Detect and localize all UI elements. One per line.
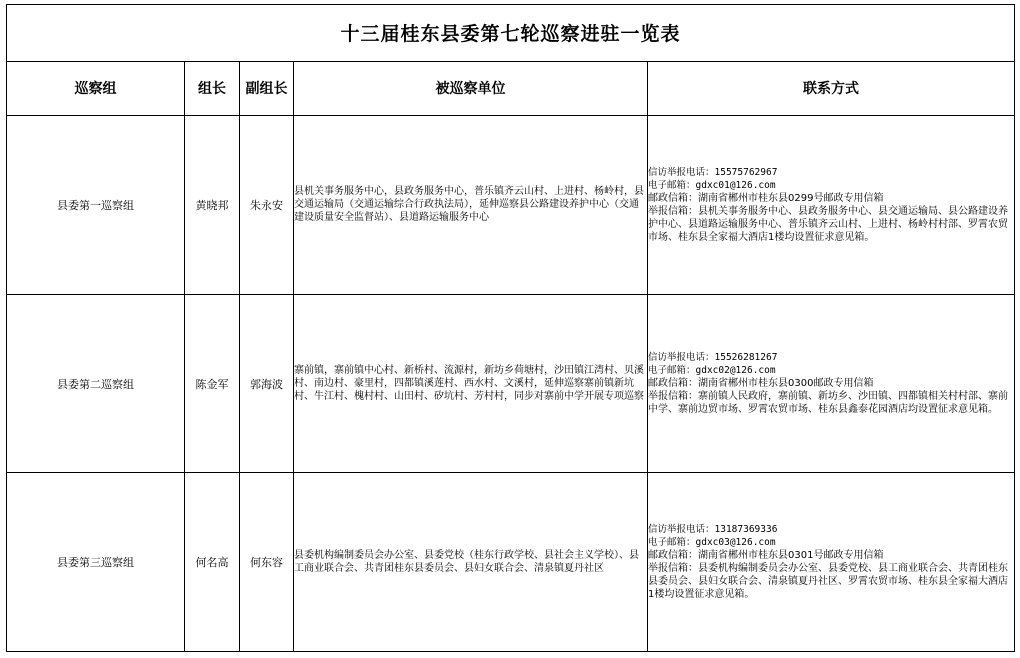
header-group: 巡察组 — [7, 61, 185, 116]
contact-box: 举报信箱：寨前镇人民政府，寨前镇、新坊乡、沙田镇、四都镇相关村村部、寨前中学、寨前边贸市场、罗霄农贸市场、桂东县鑫泰花园酒店均设置征求意见箱。 — [648, 391, 1008, 415]
table-title: 十三届桂东县委第七轮巡察进驻一览表 — [7, 5, 1015, 62]
contact-phone: 信访举报电话：13187369336 — [648, 524, 778, 536]
table-row — [7, 473, 1015, 652]
group-cell: 县委第二巡察组 — [7, 294, 185, 473]
contact-email: 电子邮箱：gdxc01@126.com — [648, 179, 776, 191]
contact-email: 电子邮箱：gdxc02@126.com — [648, 365, 776, 376]
deputy-cell: 郭海波 — [240, 294, 294, 473]
header-units: 被巡察单位 — [294, 61, 648, 116]
contact-phone: 信访举报电话：15575762967 — [648, 166, 778, 178]
units-cell: 县委机构编制委员会办公室、县委党校（桂东行政学校、县社会主义学校）、县工商业联合会、共青团桂东县委员会、县妇女联合会、清泉镇夏丹社区 — [294, 473, 648, 652]
header-contact: 联系方式 — [648, 61, 1015, 116]
group-cell: 县委第一巡察组 — [7, 116, 185, 295]
group-cell: 县委第三巡察组 — [7, 473, 185, 652]
contact-cell — [648, 294, 1015, 473]
contact-phone: 信访举报电话：15526281267 — [648, 352, 778, 363]
table-row — [7, 116, 1015, 295]
header-leader: 组长 — [185, 61, 240, 116]
leader-cell: 黄晓邦 — [185, 116, 240, 295]
title-row — [7, 5, 1015, 62]
units-cell: 县机关事务服务中心，县政务服务中心，普乐镇齐云山村、上进村、杨岭村，县交通运输局（交通运输综合行政执法局），延伸巡察县公路建设养护中心（交通建设质量安全监督站）、县道路运输服务中心 — [294, 116, 648, 295]
inspection-table — [6, 4, 1015, 652]
contact-cell — [648, 116, 1015, 295]
contact-post: 邮政信箱：湖南省郴州市桂东县0301号邮政专用信箱 — [648, 550, 884, 562]
contact-post: 邮政信箱：湖南省郴州市桂东县0300邮政专用信箱 — [648, 378, 874, 389]
contact-post: 邮政信箱：湖南省郴州市桂东县0299号邮政专用信箱 — [648, 192, 884, 204]
deputy-cell: 朱永安 — [240, 116, 294, 295]
contact-box: 举报信箱：县机关事务服务中心、县政务服务中心、县交通运输局、县公路建设养护中心、县道路运输服务中心、普乐镇齐云山村、上进村、杨岭村村部、罗霄农贸市场、桂东县全家福大酒店1楼均设置征求意见箱。 — [648, 205, 1008, 243]
leader-cell: 何名高 — [185, 473, 240, 652]
contact-email: 电子邮箱：gdxc03@126.com — [648, 537, 776, 549]
header-row — [7, 61, 1015, 116]
deputy-cell: 何东容 — [240, 473, 294, 652]
leader-cell: 陈金军 — [185, 294, 240, 473]
contact-cell — [648, 473, 1015, 652]
table-row — [7, 294, 1015, 473]
header-deputy: 副组长 — [240, 61, 294, 116]
contact-box: 举报信箱：县委机构编制委员会办公室、县委党校、县工商业联合会、共青团桂东县委员会、县妇女联合会、清泉镇夏丹社区、罗霄农贸市场、桂东县全家福大酒店1楼均设置征求意见箱。 — [648, 563, 1008, 601]
units-cell: 寨前镇，寨前镇中心村、新桥村、流源村，新坊乡荷塘村，沙田镇江湾村、贝溪村、南边村、豪里村，四都镇溪莲村、西水村、文溪村，延伸巡察寨前镇新坑村、牛江村、槐村村、山田村、矽坑村、芳村村，同步对寨前中学开展专项巡察 — [294, 294, 648, 473]
